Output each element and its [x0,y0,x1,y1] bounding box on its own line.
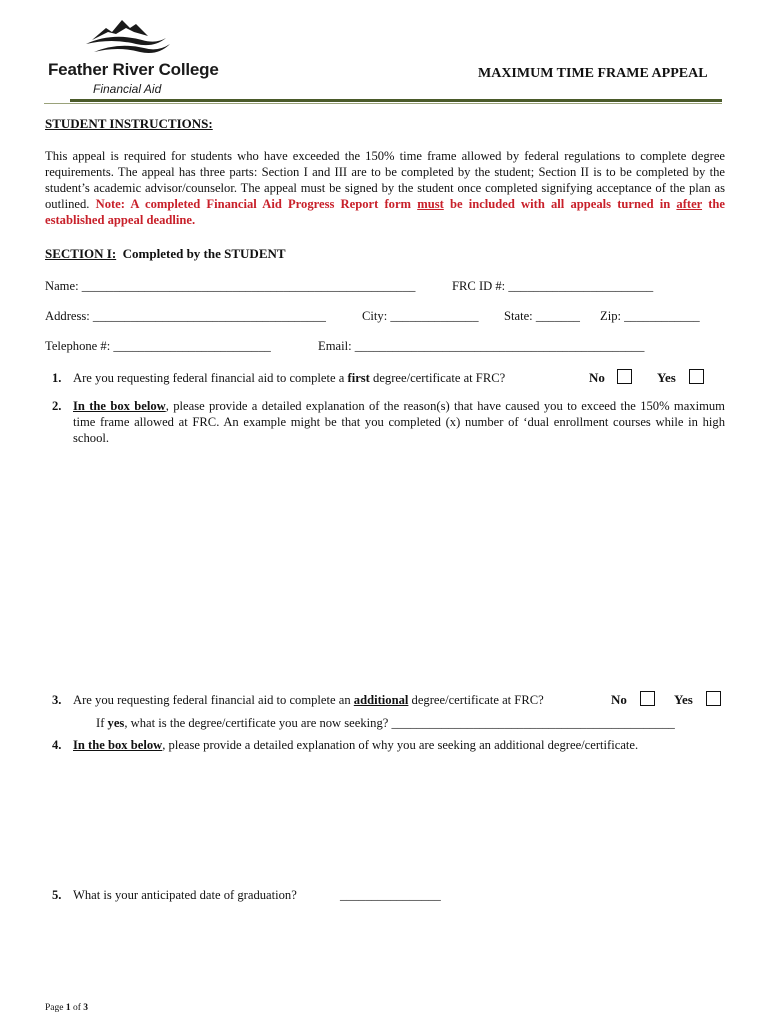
question-5-text: What is your anticipated date of graduation? [73,888,297,902]
question-5: 5. [52,888,62,902]
question-1-text: Are you requesting federal financial aid to complete a first degree/certificate at FRC? [73,371,506,385]
question-4-answer-box[interactable] [73,760,725,875]
q3-no-checkbox[interactable] [640,691,655,706]
question-2: 2. [52,399,62,413]
question-3-text: Are you requesting federal financial aid to complete an additional degree/certificate at FRC? [73,693,544,707]
state-field[interactable]: State: _______ [504,309,580,323]
department-name: Financial Aid [93,82,162,96]
q1-no-checkbox[interactable] [617,369,632,384]
q1-yes-checkbox[interactable] [689,369,704,384]
frc-id-field[interactable]: FRC ID #: _______________________ [452,279,654,293]
q1-yes-label: Yes [657,370,676,385]
header-divider-thin [44,103,722,104]
question-3-followup[interactable]: If yes, what is the degree/certificate you are now seeking? _____________________________________________ [96,716,675,730]
question-2-text: In the box below, please provide a detailed explanation of the reason(s) that have caused you to exceed the 150% maximum time frame allowed at FRC. An example might be that you completed (x) number of ‘dual enrollment courses while in high school. [73,399,725,445]
question-4: 4. [52,738,62,752]
instructions-body: This appeal is required for students who have exceeded the 150% time frame allowed by federal regulations to complete degree requirements. The appeal has three parts: Section I and III are to be completed by the student; Section II is to be completed by the student’s academic advisor/counselor. The appeal must be signed by the student once completed signifying acceptance of the plan as outlined. [45,149,725,211]
instructions-heading: STUDENT INSTRUCTIONS: [45,116,213,131]
telephone-field[interactable]: Telephone #: _________________________ [45,339,271,353]
header-divider [70,99,722,102]
name-field[interactable]: Name: _____________________________________________________ [45,279,416,293]
question-3: 3. [52,693,62,707]
section-1-heading: SECTION I: Completed by the STUDENT [45,246,286,261]
zip-field[interactable]: Zip: ____________ [600,309,700,323]
q3-yes-label: Yes [674,692,693,707]
question-2-answer-box[interactable] [73,450,725,680]
email-field[interactable]: Email: ______________________________________________ [318,339,645,353]
mountain-river-logo-icon [82,14,172,58]
form-title: MAXIMUM TIME FRAME APPEAL [478,66,708,81]
instructions-paragraph [45,148,725,228]
address-field[interactable]: Address: _____________________________________ [45,309,326,323]
q3-no-label: No [611,692,627,707]
graduation-date-field[interactable]: ________________ [340,888,441,902]
page-number: Page 1 of 3 [45,1003,89,1013]
note-text: Note: A completed Financial Aid Progress Report form must be included with all appeals turned in after the established appeal deadline. [45,197,725,227]
question-4-text: In the box below, please provide a detailed explanation of why you are seeking an additional degree/certificate. [73,738,639,752]
q3-yes-checkbox[interactable] [706,691,721,706]
college-name: Feather River College [48,60,219,79]
city-field[interactable]: City: ______________ [362,309,479,323]
question-1: 1. [52,371,62,385]
q1-no-label: No [589,370,605,385]
